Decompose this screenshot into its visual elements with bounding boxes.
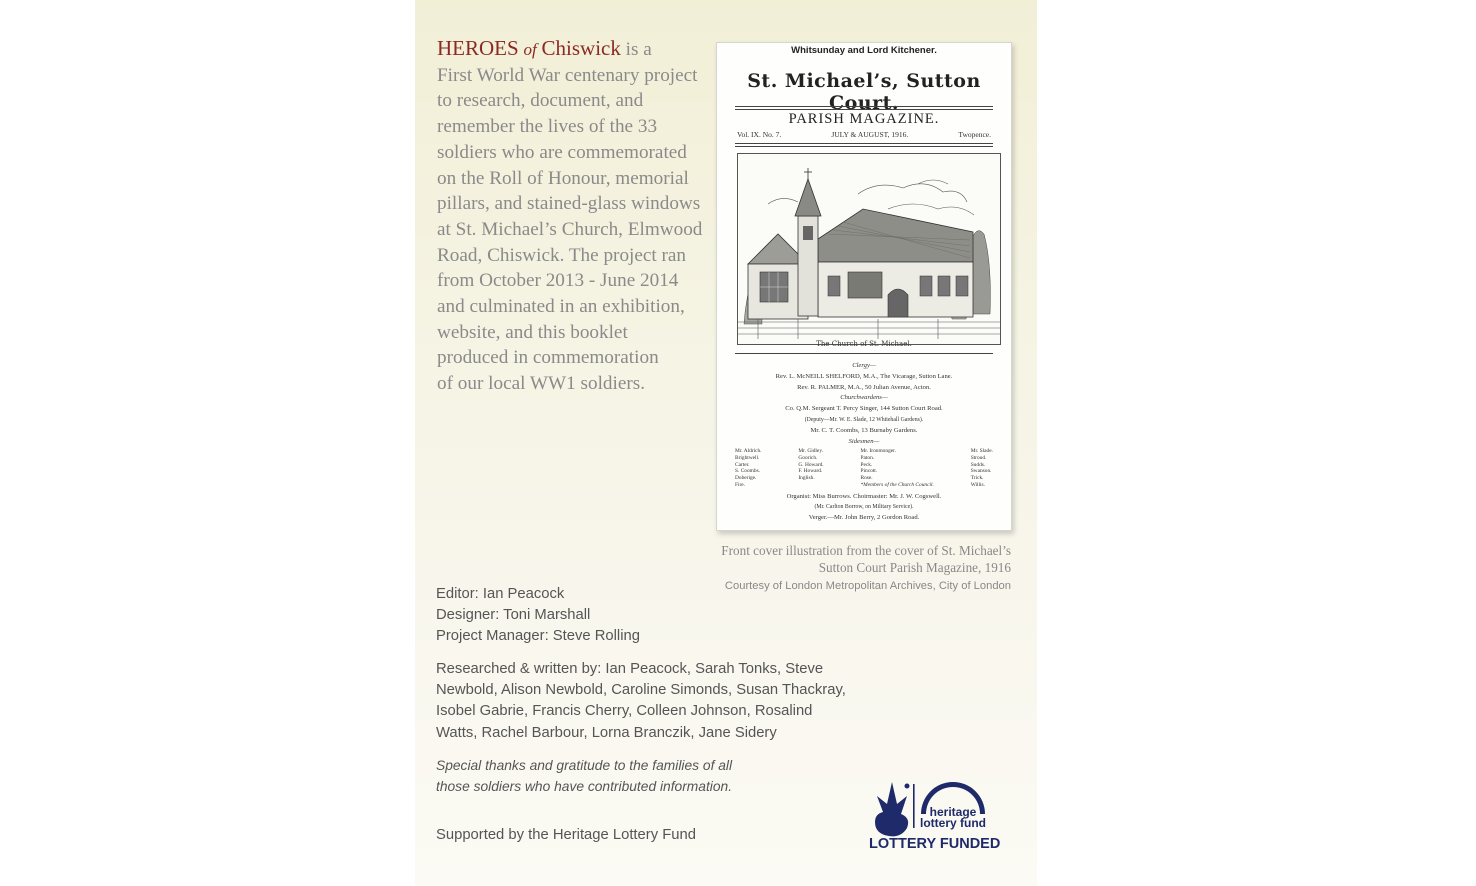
credits-block [436,584,640,648]
magazine-price: Twopence. [958,130,991,139]
wardens-heading: Churchwardens— [840,394,888,402]
intro-line: First World War centenary project [437,64,698,86]
members-note: *Members of the Church Council. [860,481,934,488]
sidesman: Inglish. [798,475,815,482]
caption-line: Sutton Court Parish Magazine, 1916 [818,559,1011,575]
organist-sub: (Mr. Carlton Borrow, on Military Service). [814,504,914,511]
wardens-line: Co. Q.M. Sergeant T. Percy Singer, 144 Sutton Court Road. [785,405,943,413]
intro-first-line [437,36,717,63]
research-line: Newbold, Alison Newbold, Caroline Simonds, Susan Thackray, [436,682,846,699]
sidesmen-column [798,448,823,488]
sidesman: Fire. [735,481,746,488]
sidesmen-list [735,448,993,488]
sidesman: Carter. [735,461,750,468]
caption-line: Front cover illustration from the cover of St. Michael’s [721,543,1011,558]
magazine-listing [731,361,997,524]
magazine-title: St. Michael’s, Sutton Court. [747,70,981,114]
wardens-line: (Deputy—Mr. W. E. Slade, 12 Whitehall Gardens). [804,416,924,423]
church-illustration [737,153,1001,345]
research-credits [436,659,866,744]
thanks-line: those soldiers who have contributed information. [436,779,733,795]
intro-line: of our local WW1 soldiers. [437,373,645,395]
sidesman: Doberige. [735,475,757,482]
intro-first-line-rest: is a [620,39,652,60]
intro-line: website, and this booklet [437,321,628,343]
research-line: Watts, Rachel Barbour, Lorna Branczik, Jane Sidery [436,724,777,741]
brand-heroes: HEROES [437,36,519,60]
clergy-heading: Clergy— [852,362,876,369]
research-line: Isobel Gabrie, Francis Cherry, Colleen Johnson, Rosalind [436,703,813,720]
intro-line: soldiers who are commemorated [437,141,687,163]
clergy-line: Rev. R. PALMER, M.A., 50 Julian Avenue, Acton. [797,383,931,391]
magazine-volume: Vol. IX. No. 7. [737,130,782,139]
crossed-fingers-icon [875,782,908,836]
intro-line: remember the lives of the 33 [437,116,658,138]
sidesman: Stroud. [970,455,987,462]
illustration-caption: The Church of St. Michael. [816,340,912,348]
image-caption [721,543,1011,594]
sidesmen-heading: Sidesmen— [848,437,880,445]
magazine-date: JULY & AUGUST, 1916. [831,130,909,139]
sidesmen-column [735,448,762,488]
magazine-top-line: Whitsunday and Lord Kitchener. [791,45,937,56]
magazine-rule [735,106,993,107]
intro-line: at St. Michael’s Church, Elmwood [437,218,703,240]
sidesman: S. Coombs. [735,468,761,475]
intro-line: from October 2013 - June 2014 [437,270,679,292]
organist-line: Organist: Miss Burrows. Choirmaster: Mr. J. W. Cogswell. [786,492,942,500]
wardens-line: Mr. C. T. Coombs, 13 Burnaby Gardens. [810,426,918,434]
logo-text-lottery-fund: lottery fund [920,816,986,830]
sidesman: Peck. [860,461,873,468]
sidesman: Trick. [970,475,984,482]
registered-mark-icon [905,784,910,789]
intro-line: and culminated in an exhibition, [437,296,685,318]
sidesmen-column [971,448,993,488]
logo-divider-icon [913,784,915,828]
intro-line: Road, Chiswick. The project ran [437,244,687,266]
sidesman: Rose. [860,475,873,482]
magazine-subtitle: PARISH MAGAZINE. [788,111,940,127]
intro-line: to research, document, and [437,90,644,112]
thanks-note [436,755,732,797]
sidesman: Pincott. [860,468,878,475]
brand-chiswick: Chiswick [541,36,621,60]
designer-credit: Designer: Toni Marshall [436,607,591,624]
sidesman: Willis. [970,481,985,488]
intro-line: produced in commemoration [437,347,659,369]
heritage-lottery-fund-logo [867,778,1007,854]
courtesy-line: Courtesy of London Metropolitan Archives, City of London [724,580,1011,592]
thanks-line: Special thanks and gratitude to the families of all [436,758,733,773]
magazine-rule [735,109,993,110]
brand-of: of [523,40,537,59]
church-drawing-icon [738,154,1000,344]
sidesman: Goorich. [798,455,818,462]
sidesman: Paton. [860,455,875,462]
intro-paragraph [437,36,717,397]
research-line: Researched & written by: Ian Peacock, Sarah Tonks, Steve [436,661,824,677]
magazine-cover-image [716,42,1012,531]
verger-line: Verger.—Mr. John Berry, 2 Gordon Road. [808,514,920,522]
sidesman: F. Howard. [798,468,823,475]
sidesman: Mr. Ironmonger. [860,448,896,455]
sidesman: Mr. Slade. [970,448,993,455]
magazine-meta [737,130,991,139]
editor-credit: Editor: Ian Peacock [436,586,565,602]
sidesman: Mr. Aldrich. [735,448,762,455]
sidesman: Mr. Gidley. [798,448,824,455]
sidesman: Swanson. [970,468,992,475]
supported-by: Supported by the Heritage Lottery Fund [436,827,696,843]
magazine-rule [735,143,993,144]
sidesmen-column [861,448,934,488]
magazine-rule [735,353,993,354]
manager-credit: Project Manager: Steve Rolling [436,628,640,645]
logo-text-heritage: heritage [929,805,977,819]
sidesman: Brightwell. [735,455,760,462]
booklet-page [415,0,1037,886]
logo-text-lottery-funded: LOTTERY FUNDED [869,836,1001,852]
clergy-line: Rev. L. McNEILL SHELFORD, M.A., The Vicarage, Sutton Lane. [775,372,953,380]
intro-line: pillars, and stained-glass windows [437,193,701,215]
sidesman: G. Howard. [798,461,824,468]
sidesman: Sudds. [970,461,986,468]
intro-line: on the Roll of Honour, memorial [437,167,689,189]
magazine-rule [735,146,993,147]
